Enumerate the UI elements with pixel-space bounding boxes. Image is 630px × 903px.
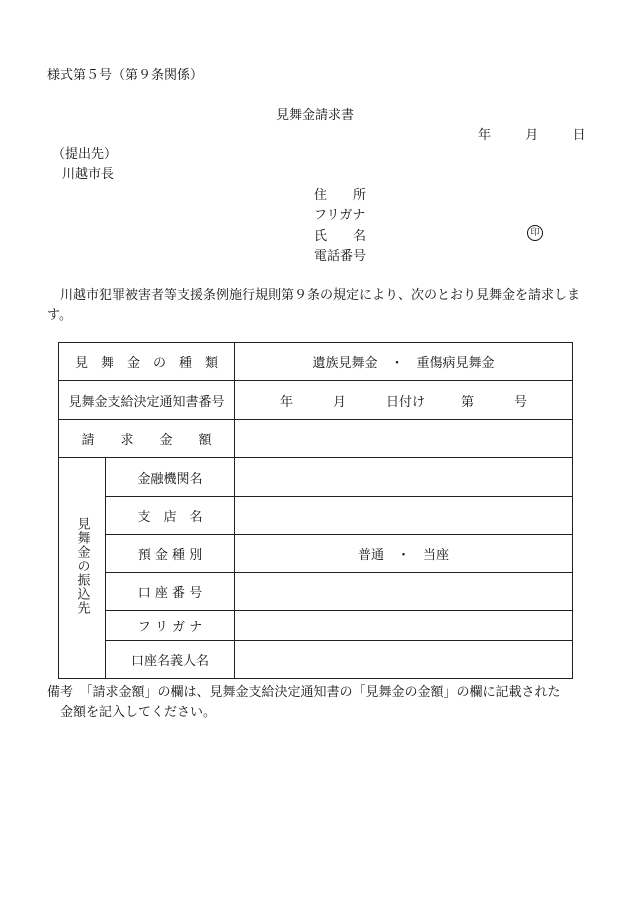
transfer-label-text: 見舞金の振込先 [74,517,90,615]
transfer-label [59,458,106,679]
recipient-name: 川越市長 [62,167,115,182]
branch-input[interactable] [235,497,573,535]
form-number: 様式第５号（第９条関係） [47,68,204,83]
bank-label: 金融機関名 [106,458,235,497]
applicant-address-label: 住 所 [314,188,367,203]
applicant-furigana-label: フリガナ [314,208,366,223]
notice-month: 月 [332,394,346,410]
request-form-table [58,342,573,679]
account-number-label: 口 座 番 号 [106,573,235,611]
table-row [59,458,573,497]
amount-input[interactable] [235,420,573,458]
applicant-phone-label: 電話番号 [314,249,367,264]
notice-go: 号 [514,394,528,410]
deposit-type-label: 預 金 種 別 [106,535,235,573]
account-holder-input[interactable] [235,641,573,679]
type-value[interactable]: 遺族見舞金 ・ 重傷病見舞金 [235,343,573,381]
date-line [478,124,586,143]
notice-number-label: 見舞金支給決定通知書番号 [59,381,235,420]
table-row [59,641,573,679]
furigana-input[interactable] [235,611,573,641]
table-row [59,381,573,420]
table-row [59,343,573,381]
account-holder-label: 口座名義人名 [106,641,235,679]
date-year: 年 [478,128,492,143]
date-month: 月 [525,128,539,143]
page-title: 見舞金請求書 [275,108,354,123]
furigana-label: フ リ ガ ナ [106,611,235,641]
notice-dated: 日付け [385,394,425,410]
branch-label: 支 店 名 [106,497,235,535]
table-row [59,497,573,535]
table-row [59,611,573,641]
notes-line-2: 金額を記入してください。 [60,705,217,720]
notice-year: 年 [279,394,293,410]
recipient-label: （提出先） [52,147,118,162]
seal-icon: 印 [527,225,543,241]
notes-line-1: 備考 「請求金額」の欄は、見舞金支給決定通知書の「見舞金の金額」の欄に記載された [47,685,561,700]
applicant-name-label: 氏 名 [314,229,367,244]
body-text: 川越市犯罪被害者等支援条例施行規則第９条の規定により、次のとおり見舞金を請求します。 [47,288,581,323]
table-row [59,535,573,573]
account-number-input[interactable] [235,573,573,611]
amount-label: 請 求 金 額 [59,420,235,458]
notice-no: 第 [461,394,475,410]
date-day: 日 [572,128,586,143]
notes [47,683,592,723]
table-row [59,420,573,458]
notice-number-value[interactable] [235,381,573,420]
type-label: 見 舞 金 の 種 類 [59,343,235,381]
bank-input[interactable] [235,458,573,497]
table-row [59,573,573,611]
deposit-type-value[interactable]: 普通 ・ 当座 [235,535,573,573]
